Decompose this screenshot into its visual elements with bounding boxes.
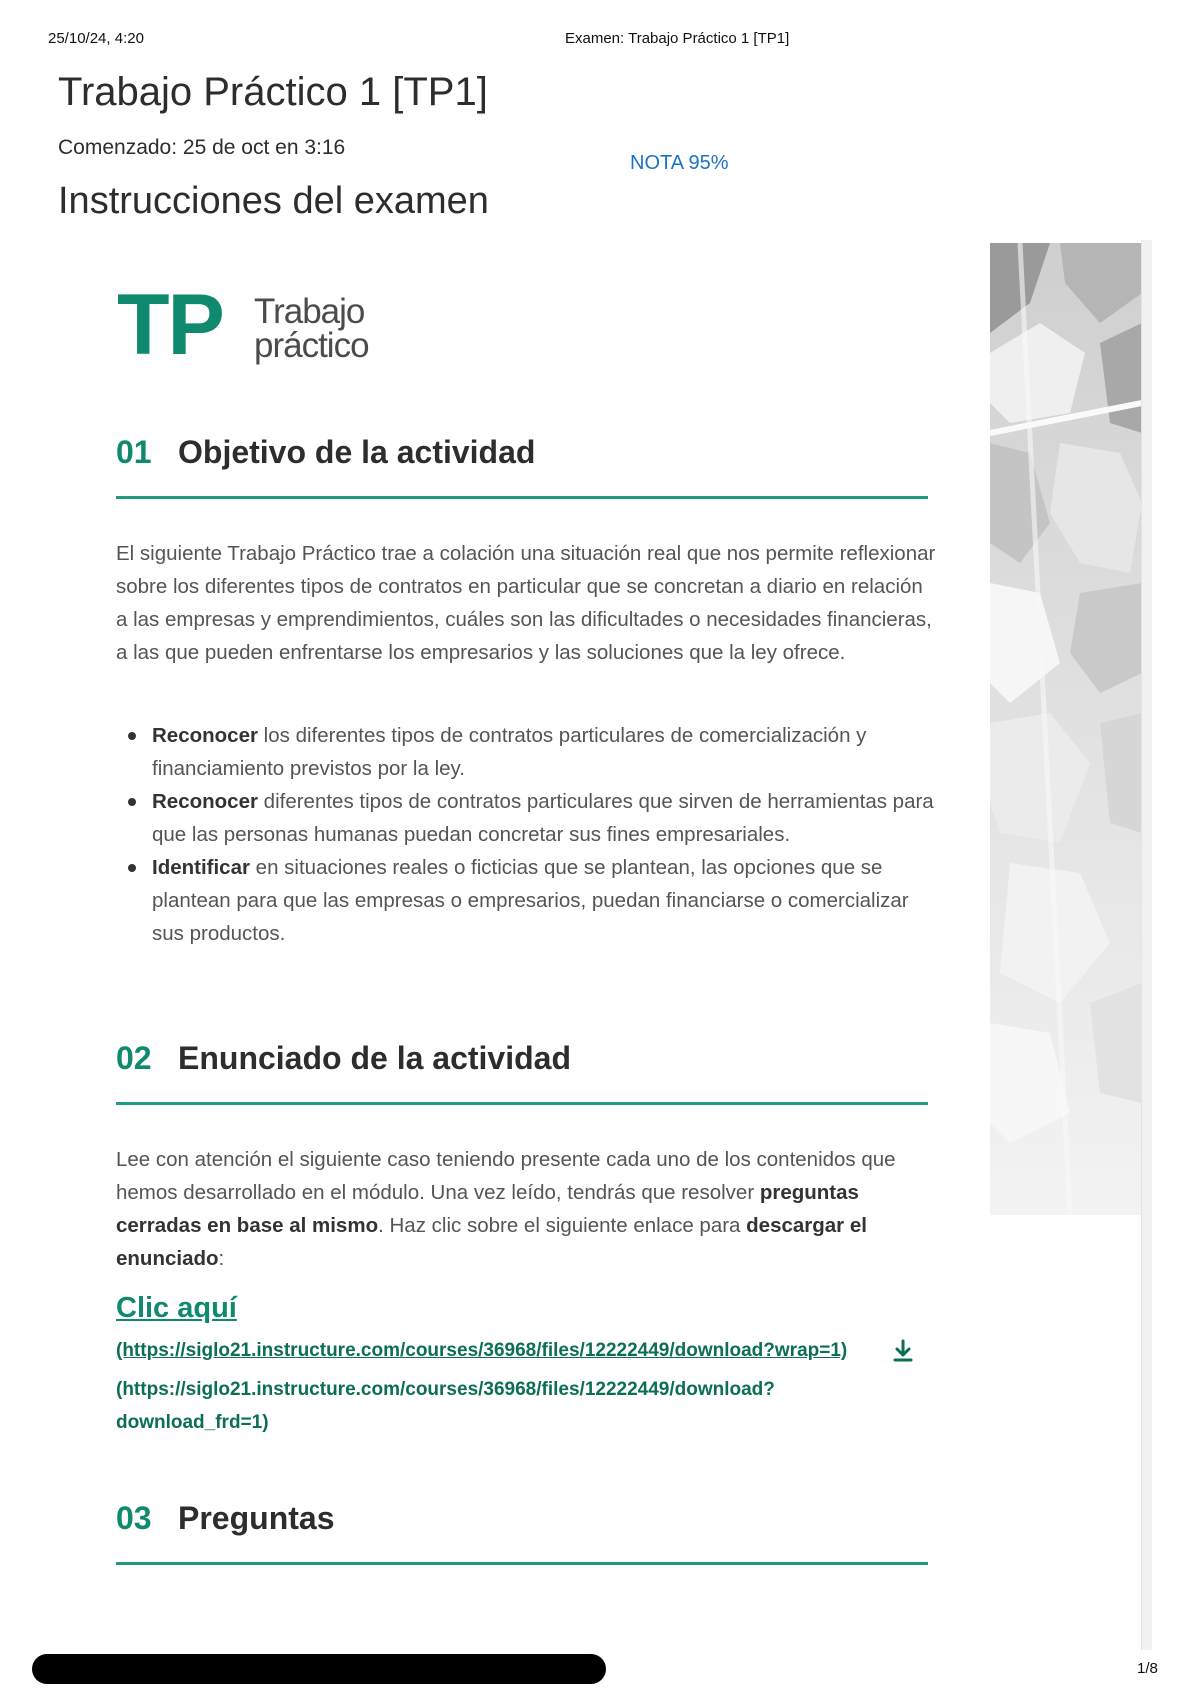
download-icon[interactable] xyxy=(892,1339,914,1363)
statement-text: : xyxy=(218,1247,225,1270)
scrollbar-track[interactable] xyxy=(1141,240,1152,1650)
download-url-direct-link[interactable]: (https://siglo21.instructure.com/courses/36968/files/12222449/download?download_frd=1) xyxy=(116,1379,775,1433)
logo-letters: TP xyxy=(117,277,223,373)
statement-bold: descargar el enunciado xyxy=(116,1214,867,1270)
download-link[interactable]: Clic aquí xyxy=(116,1292,237,1324)
objectives-list xyxy=(116,719,936,950)
list-item-bold: Reconocer xyxy=(152,724,258,747)
list-item xyxy=(116,719,936,785)
list-item xyxy=(116,851,936,950)
section-title: Enunciado de la actividad xyxy=(178,1040,571,1076)
bullet-icon xyxy=(128,864,136,872)
list-item xyxy=(116,785,936,851)
started-timestamp: Comenzado: 25 de oct en 3:16 xyxy=(58,136,346,159)
list-item-bold: Identificar xyxy=(152,856,250,879)
statement-text: Lee con atención el siguiente caso teniendo presente cada uno de los contenidos que hemos desarrollado en el módulo. Una vez leído, tendrás que resolver xyxy=(116,1148,896,1204)
statement-text: . Haz clic sobre el siguiente enlace para xyxy=(378,1214,747,1237)
statement-bold: preguntas cerradas en base al mismo xyxy=(116,1181,859,1237)
section-divider xyxy=(116,496,928,499)
page-title: Trabajo Práctico 1 [TP1] xyxy=(58,70,488,114)
download-url-wrap-link[interactable]: (https://siglo21.instructure.com/courses/36968/files/12222449/download?wrap=1) xyxy=(116,1340,848,1361)
list-item-bold: Reconocer xyxy=(152,790,258,813)
decorative-banner-image xyxy=(990,243,1142,1215)
redaction-bar xyxy=(32,1654,606,1684)
bullet-icon xyxy=(128,798,136,806)
bullet-icon xyxy=(128,732,136,740)
logo-word-practico: práctico xyxy=(254,326,369,365)
list-item-text: diferentes tipos de contratos particulares que sirven de herramientas para que las personas humanas puedan concretar sus fines empresariales. xyxy=(152,790,934,846)
page-number: 1/8 xyxy=(1137,1660,1158,1677)
list-item-text: los diferentes tipos de contratos particulares de comercialización y financiamiento previstos por la ley. xyxy=(152,724,867,780)
objective-paragraph: El siguiente Trabajo Práctico trae a colación una situación real que nos permite reflexionar sobre los diferentes tipos de contratos en particular que se concretan a diario en relación a las empresas y emprendimientos, cuáles son las dificultades o necesidades financieras, a las que pueden enfrentarse los empresarios y las soluciones que la ley ofrece. xyxy=(116,542,936,664)
print-date: 25/10/24, 4:20 xyxy=(48,30,144,47)
section-title: Preguntas xyxy=(178,1500,335,1536)
section-number: 03 xyxy=(116,1500,152,1536)
print-doc-title: Examen: Trabajo Práctico 1 [TP1] xyxy=(565,30,790,47)
abstract-architecture-image xyxy=(990,243,1142,1215)
section-number: 02 xyxy=(116,1040,152,1076)
section-divider xyxy=(116,1102,928,1105)
section-number: 01 xyxy=(116,434,152,470)
list-item-text: en situaciones reales o ficticias que se plantean, las opciones que se plantean para que las empresas o empresarios, puedan financiarse o comercializar sus productos. xyxy=(152,856,909,945)
logo-word-trabajo: Trabajo xyxy=(254,292,365,331)
grade-badge: NOTA 95% xyxy=(630,152,729,174)
instructions-heading: Instrucciones del examen xyxy=(58,180,489,222)
section-divider xyxy=(116,1562,928,1565)
section-title: Objetivo de la actividad xyxy=(178,434,536,470)
statement-paragraph xyxy=(116,1143,936,1275)
